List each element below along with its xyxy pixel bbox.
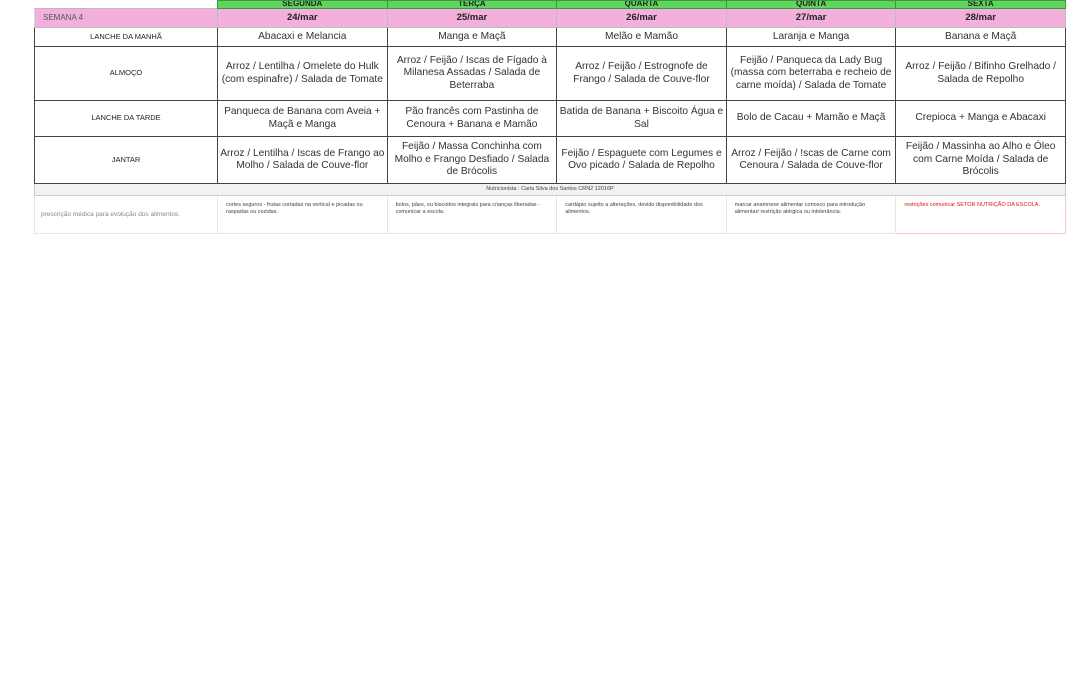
date-row [35,9,1066,28]
day-label: QUARTA [624,0,659,8]
day-header [218,1,388,9]
meal-cell: Crepioca + Manga e Abacaxi [896,101,1066,137]
date-cell: 25/mar [387,9,557,28]
meal-label: LANCHE DA MANHÃ [35,28,218,47]
note-cell: cortes seguros - frutas cortadas na vertical e picadas ou raspadas ou cozidas. [218,196,388,234]
date-cell: 26/mar [557,9,727,28]
meal-cell: Laranja e Manga [726,28,896,47]
meal-cell: Pão francês com Pastinha de Cenoura + Banana e Mamão [387,101,557,137]
note-cell: bolos, pães, ou biscoitos integrais para crianças liberadas - comunicar a escola. [387,196,557,234]
day-label: SEXTA [967,0,994,8]
meal-cell: Feijão / Espaguete com Legumes e Ovo picado / Salada de Repolho [557,137,727,184]
meal-cell: Arroz / Feijão / Iscas de Fígado à Milanesa Assadas / Salada de Beterraba [387,47,557,101]
meal-label: LANCHE DA TARDE [35,101,218,137]
meal-row-morning-snack [35,28,1066,47]
day-header [726,1,896,9]
nutritionist-credit: Nutricionista : Carla Silva dos Santos CRN2 12016P [35,184,1066,196]
meal-row-afternoon-snack [35,101,1066,137]
menu-table [34,0,1066,234]
note-cell: marcar anamnese alimentar conosco para introdução alimentar/ restrição alérgica ou intolerância. [726,196,896,234]
meal-cell: Feijão / Panqueca da Lady Bug (massa com beterraba e recheio de carne moída) / Salada de Tomate [726,47,896,101]
nutritionist-row [35,184,1066,196]
day-header [387,1,557,9]
meal-row-dinner [35,137,1066,184]
day-label: QUINTA [796,0,827,8]
restriction-warning-note: restrições comunicar SETOR NUTRIÇÃO DA ESCOLA. [896,196,1066,234]
note-cell: cardápio sujeito a alterações, devido disponibilidade dos alimentos. [557,196,727,234]
meal-cell: Arroz / Feijão / Bifinho Grelhado / Salada de Repolho [896,47,1066,101]
day-header [557,1,727,9]
day-label: TERÇA [458,0,486,8]
meal-cell: Feijão / Massinha ao Alho e Óleo com Carne Moída / Salada de Brócolis [896,137,1066,184]
meal-label: JANTAR [35,137,218,184]
date-cell: 24/mar [218,9,388,28]
meal-cell: Manga e Maçã [387,28,557,47]
meal-cell: Bolo de Cacau + Mamão e Maçã [726,101,896,137]
meal-row-lunch [35,47,1066,101]
notes-row [35,196,1066,234]
meal-label: ALMOÇO [35,47,218,101]
corner-cell [35,1,218,9]
date-cell: 27/mar [726,9,896,28]
prescription-note: prescrição médica para evolução dos alimentos. [35,196,218,234]
meal-cell: Melão e Mamão [557,28,727,47]
week-label: SEMANA 4 [35,9,218,28]
meal-cell: Feijão / Massa Conchinha com Molho e Frango Desfiado / Salada de Brócolis [387,137,557,184]
meal-cell: Arroz / Lentilha / Omelete do Hulk (com espinafre) / Salada de Tomate [218,47,388,101]
meal-cell: Abacaxi e Melancia [218,28,388,47]
meal-cell: Banana e Maçã [896,28,1066,47]
weekday-header-row [35,1,1066,9]
meal-cell: Arroz / Lentilha / Iscas de Frango ao Molho / Salada de Couve-flor [218,137,388,184]
meal-cell: Arroz / Feijão / !scas de Carne com Cenoura / Salada de Couve-flor [726,137,896,184]
meal-cell: Arroz / Feijão / Estrognofe de Frango / Salada de Couve-flor [557,47,727,101]
day-header [896,1,1066,9]
day-label: SEGUNDA [282,0,323,8]
menu-sheet [34,0,1065,234]
meal-cell: Batida de Banana + Biscoito Água e Sal [557,101,727,137]
date-cell: 28/mar [896,9,1066,28]
meal-cell: Panqueca de Banana com Aveia + Maçã e Manga [218,101,388,137]
